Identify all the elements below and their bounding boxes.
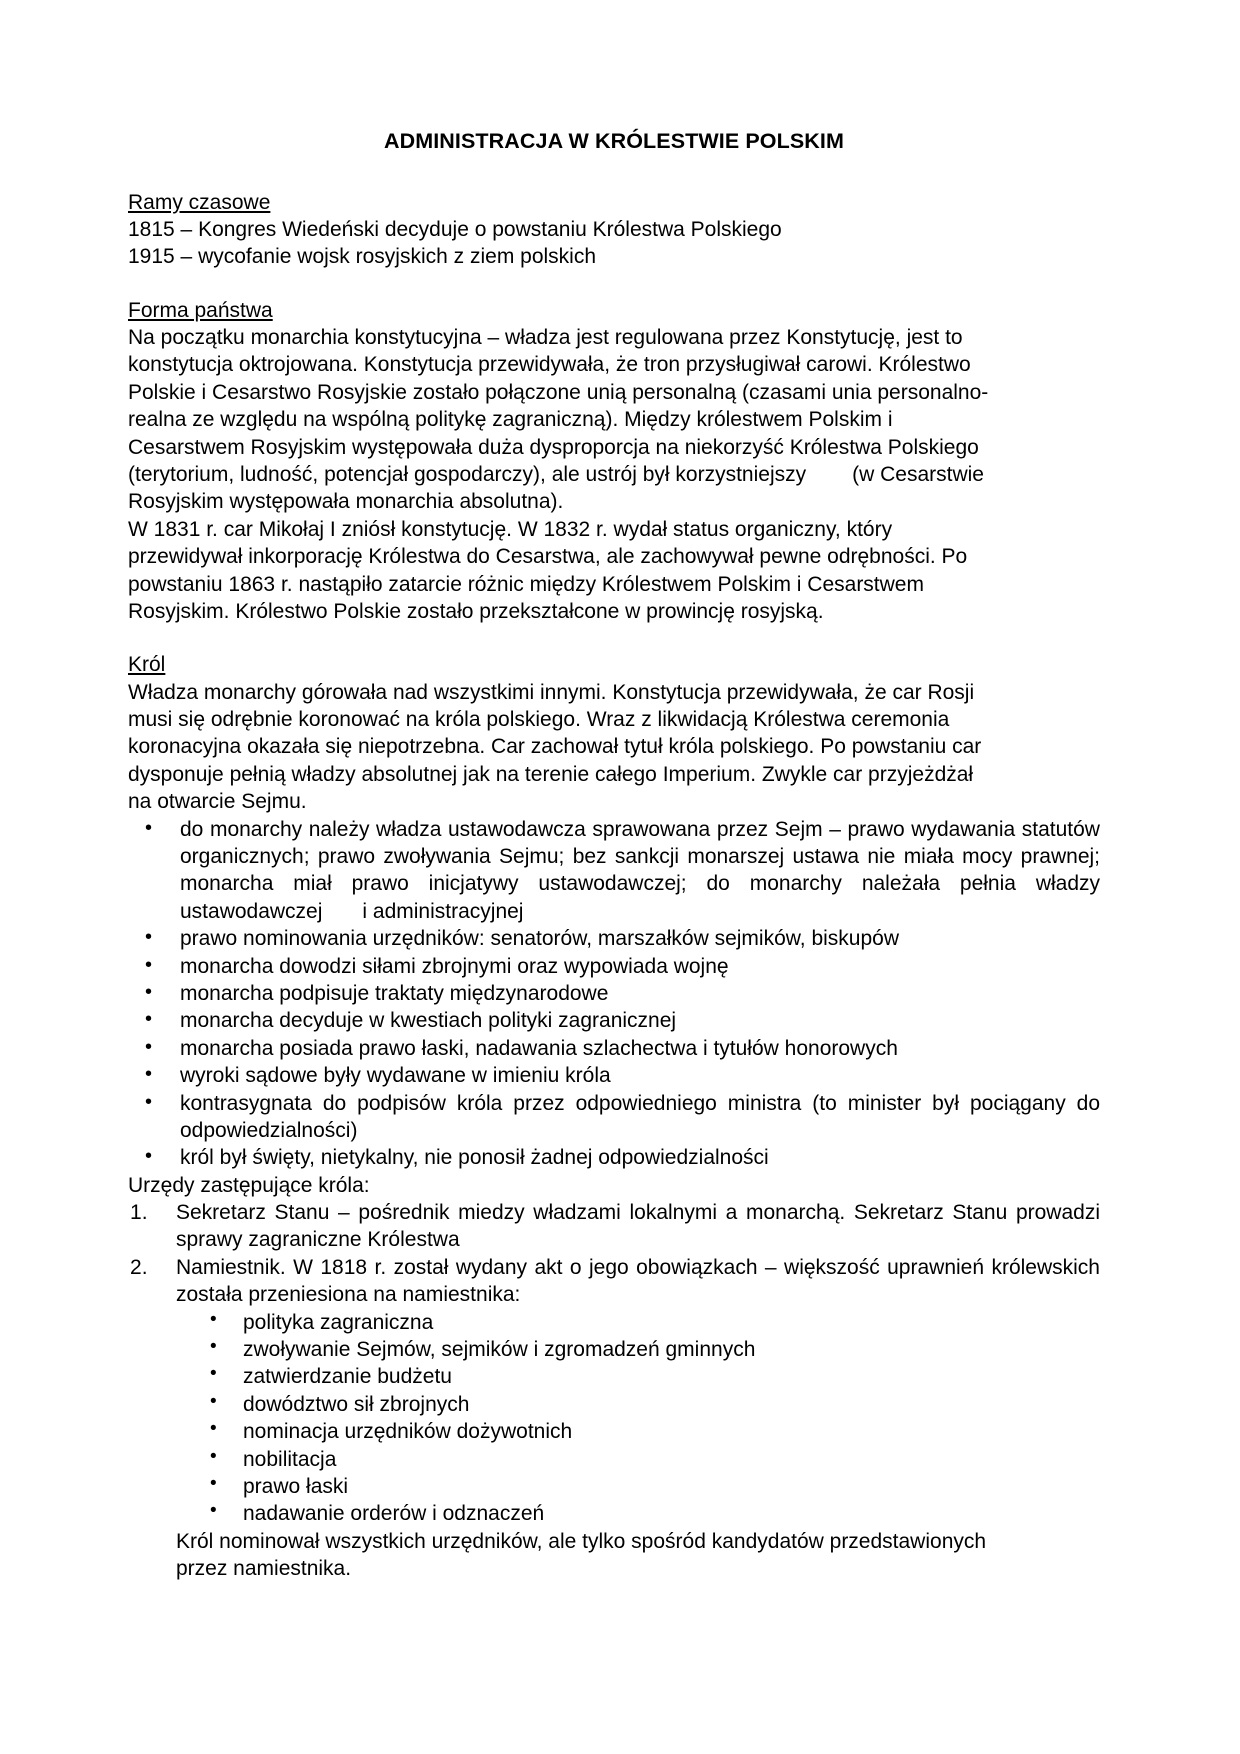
section-heading-krol-label: Król xyxy=(128,653,166,677)
section-heading-krol xyxy=(128,651,1100,678)
section-heading-forma-panstwa-label: Forma państwa xyxy=(128,298,273,322)
krol-closing-line: przez namiestnika. xyxy=(176,1557,352,1581)
list-item: • prawo nominowania urzędników: senatorów, marszałków sejmików, biskupów xyxy=(128,925,1100,952)
list-item xyxy=(128,1090,1100,1145)
bullet-line: kontrasygnata do podpisów króla przez odpowiedniego ministra (to minister był xyxy=(180,1091,960,1115)
krol-paragraph-line: dysponuje pełnią władzy absolutnej jak na terenie całego Imperium. Zwykle car przyjeżdżał xyxy=(128,762,974,786)
urzedy-label: Urzędy zastępujące króla: xyxy=(128,1173,370,1197)
forma-line-6-part-a: (terytorium, ludność, potencjał gospodarczy), ale ustrój był korzystniejszy xyxy=(128,463,807,487)
list-item: • monarcha dowodzi siłami zbrojnymi oraz wypowiada wojnę xyxy=(128,953,1100,980)
section-heading-forma-panstwa xyxy=(128,297,1100,324)
list-item: • monarcha podpisuje traktaty międzynarodowe xyxy=(128,980,1100,1007)
forma-paragraph-line xyxy=(128,461,1100,488)
ramy-line-1915: 1915 – wycofanie wojsk rosyjskich z ziem polskich xyxy=(128,245,597,269)
krol-paragraph-line: Władza monarchy górowała nad wszystkimi innymi. Konstytucja przewidywała, że car Rosji xyxy=(128,680,975,704)
numbered-line: prowadzi sprawy zagraniczne Królestwa xyxy=(176,1200,1100,1252)
list-item: • zatwierdzanie budżetu xyxy=(128,1363,1100,1390)
list-item: • prawo łaski xyxy=(128,1473,1100,1500)
krol-substitute-offices-list xyxy=(128,1199,1100,1309)
krol-paragraph-line: musi się odrębnie koronować na króla polskiego. Wraz z likwidacją Królestwa ceremonia xyxy=(128,708,950,732)
list-item xyxy=(128,816,1100,926)
krol-powers-list xyxy=(128,816,1100,1172)
bullet-line: miała mocy prawnej; monarcha miał prawo inicjatywy ustawodawczej; do monarchy xyxy=(180,845,1101,896)
list-item: • zwoływanie Sejmów, sejmików i zgromadzeń gminnych xyxy=(128,1336,1100,1363)
forma-paragraph2-line: powstaniu 1863 r. nastąpiło zatarcie różnic między Królestwem Polskim i Cesarstwem xyxy=(128,572,924,596)
forma-paragraph-line: Cesarstwem Rosyjskim występowała duża dysproporcja na niekorzyść Królestwa Polskiego xyxy=(128,435,979,459)
list-item: • polityka zagraniczna xyxy=(128,1309,1100,1336)
bullet-line: należała pełnia władzy ustawodawczej xyxy=(180,872,1101,923)
spacer xyxy=(128,625,1100,651)
list-item: • wyroki sądowe były wydawane w imieniu króla xyxy=(128,1062,1100,1089)
forma-paragraph2-line: przewidywał inkorporację Królestwa do Cesarstwa, ale zachowywał pewne odrębności. Po xyxy=(128,545,968,569)
bullet-line: pociągany do odpowiedzialności) xyxy=(180,1091,1101,1142)
krol-paragraph-line: koronacyjna okazała się niepotrzebna. Car zachował tytuł króla polskiego. Po powstaniu car xyxy=(128,735,982,759)
list-item: • król był święty, nietykalny, nie ponosił żadnej odpowiedzialności xyxy=(128,1144,1100,1171)
list-item: • monarcha posiada prawo łaski, nadawania szlachectwa i tytułów honorowych xyxy=(128,1035,1100,1062)
forma-paragraph2-line: W 1831 r. car Mikołaj I zniósł konstytucję. W 1832 r. wydał status organiczny, który xyxy=(128,517,893,541)
forma-line-6-part-b: (w Cesarstwie xyxy=(852,463,984,487)
bullet-line: statutów organicznych; prawo zwoływania Sejmu; bez sankcji monarszej ustawa nie xyxy=(180,817,1100,868)
section-heading-ramy-czasowe-label: Ramy czasowe xyxy=(128,190,271,214)
page-title: ADMINISTRACJA W KRÓLESTWIE POLSKIM xyxy=(383,129,845,153)
list-item xyxy=(128,1199,1100,1254)
forma-paragraph-line: Polskie i Cesarstwo Rosyjskie zostało połączone unią personalną (czasami unia personalno- xyxy=(128,380,989,404)
numbered-line: królewskich została przeniesiona na namiestnika: xyxy=(176,1255,1100,1307)
list-item: • dowództwo sił zbrojnych xyxy=(128,1391,1100,1418)
forma-paragraph-line: Na początku monarchia konstytucyjna – władza jest regulowana przez Konstytucję, jest to xyxy=(128,326,963,350)
list-item: • nominacja urzędników dożywotnich xyxy=(128,1418,1100,1445)
forma-paragraph-line: konstytucja oktrojowana. Konstytucja przewidywała, że tron przysługiwał carowi. Królestwo xyxy=(128,353,971,377)
namiestnik-powers-list xyxy=(128,1309,1100,1528)
list-item: • monarcha decyduje w kwestiach polityki zagranicznej xyxy=(128,1007,1100,1034)
numbered-line: Sekretarz Stanu – pośrednik miedzy władzami lokalnymi a monarchą. Sekretarz Stanu xyxy=(176,1200,1008,1224)
ramy-line-1815: 1815 – Kongres Wiedeński decyduje o powstaniu Królestwa Polskiego xyxy=(128,218,782,242)
forma-paragraph2-line: Rosyjskim. Królestwo Polskie zostało przekształcone w prowincję rosyjską. xyxy=(128,599,824,623)
bullet-line: do monarchy należy władza ustawodawcza sprawowana przez Sejm – prawo wydawania xyxy=(180,817,1016,841)
list-item: • nobilitacja xyxy=(128,1446,1100,1473)
krol-paragraph-line: na otwarcie Sejmu. xyxy=(128,790,307,814)
forma-paragraph-line: Rosyjskim występowała monarchia absolutna). xyxy=(128,490,564,514)
spacer xyxy=(128,271,1100,297)
list-item xyxy=(128,1254,1100,1309)
numbered-line: Namiestnik. W 1818 r. został wydany akt o jego obowiązkach – większość uprawnień xyxy=(176,1255,985,1279)
list-item: • nadawanie orderów i odznaczeń xyxy=(128,1500,1100,1527)
section-heading-ramy-czasowe xyxy=(128,189,1100,216)
bullet-line: i administracyjnej xyxy=(362,899,524,923)
forma-paragraph-line: realna ze względu na wspólną politykę zagraniczną). Między królestwem Polskim i xyxy=(128,408,893,432)
krol-closing-line: Król nominował wszystkich urzędników, ale tylko spośród kandydatów przedstawionych xyxy=(176,1529,987,1553)
